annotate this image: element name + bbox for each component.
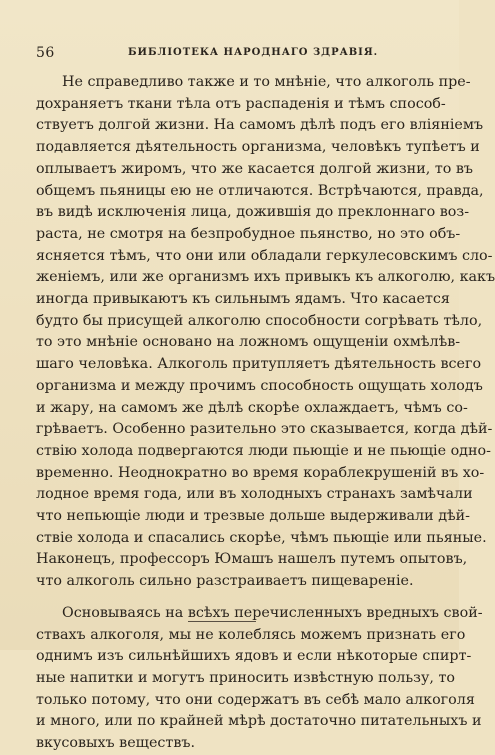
- paragraph: [36, 72, 495, 593]
- paragraph: [36, 603, 483, 755]
- text-line: и много, или по крайней мѣрѣ достаточно питательныхъ и: [36, 713, 482, 730]
- text-line: женiемъ, или же организмъ ихъ привыкъ къ алкоголю, какъ: [36, 269, 495, 286]
- text-line: въ видѣ исключенiя лица, дожившiя до преклоннаго воз-: [36, 204, 470, 221]
- text-line: только потому, что они содержатъ въ себѣ мало алкоголя: [36, 691, 475, 708]
- text-line: Основываясь на всѣхъ перечисленныхъ вредныхъ свой-: [62, 604, 483, 621]
- text-line: оплываетъ жиромъ, что же касается долгой жизни, то въ: [36, 160, 474, 177]
- text-line: ствiю холода подвергаются люди пьющiе и не пьющiе одно-: [36, 442, 491, 459]
- body-text: [36, 72, 495, 755]
- running-head: [36, 45, 423, 61]
- text-line: что алкоголь сильно разстраиваетъ пищеваренiе.: [36, 573, 414, 590]
- text-line: подавляется дѣятельность организма, человѣкъ тупѣетъ и: [36, 139, 480, 156]
- text-line: дохраняетъ ткани тѣла отъ распаденiя и тѣмъ способ-: [36, 95, 446, 112]
- text-line: лодное время года, или въ холодныхъ странахъ замѣчали: [36, 486, 473, 503]
- text-line: вкусовыхъ веществъ.: [36, 735, 196, 752]
- text-line: что непьющiе люди и трезвые дольше выдерживали дѣй-: [36, 508, 470, 525]
- text-line: ясняется тѣмъ, что они или обладали геркулесовскимъ сло-: [36, 247, 493, 264]
- paragraph-gap: [36, 593, 416, 603]
- text-line: Не справедливо также и то мнѣнiе, что алкоголь пре-: [62, 74, 471, 90]
- section-end-rule: [188, 621, 256, 622]
- text-line: шаго человѣка. Алкоголь притупляетъ дѣятельность всего: [36, 356, 482, 373]
- page-number: 56: [36, 45, 55, 61]
- text-line: то это мнѣнiе основано на ложномъ ощущенiи охмѣлѣв-: [36, 334, 461, 351]
- text-line: ствуетъ долгой жизни. На самомъ дѣлѣ подъ его влiянiемъ: [36, 117, 484, 134]
- text-line: иногда привыкаютъ къ сильнымъ ядамъ. Что касается: [36, 291, 450, 308]
- text-line: ные напитки и могутъ приносить извѣстную пользу, то: [36, 669, 455, 686]
- text-line: раста, не смотря на безпробудное пьянство, но это объ-: [36, 225, 461, 242]
- text-line: однимъ изъ сильнѣйшихъ ядовъ и если нѣкоторые спирт-: [36, 648, 472, 665]
- text-line: организма и между прочимъ способность ощущать холодъ: [36, 377, 483, 394]
- text-line: ствахъ алкоголя, мы не колеблясь можемъ признать его: [36, 626, 466, 643]
- text-line: временно. Неоднократно во время кораблекрушенiй въ хо-: [36, 464, 485, 481]
- text-line: ствiе холода и спасались скорѣе, чѣмъ пьющiе или пьяные.: [36, 529, 487, 546]
- text-line: Наконецъ, профессоръ Юмашъ нашелъ путемъ опытовъ,: [36, 551, 468, 568]
- text-line: грѣваетъ. Особенно разительно это сказывается, когда дѣй-: [36, 421, 493, 438]
- text-line: и жару, на самомъ же дѣлѣ скорѣе охлаждаетъ, чѣмъ со-: [36, 399, 468, 416]
- text-line: общемъ пьяницы ею не отличаются. Встрѣчаются, правда,: [36, 182, 484, 199]
- text-line: будто бы присущей алкоголю способности согрѣвать тѣло,: [36, 312, 483, 329]
- running-title: БИБЛIОТЕКА НАРОДНАГО ЗДРАВIЯ.: [128, 47, 379, 58]
